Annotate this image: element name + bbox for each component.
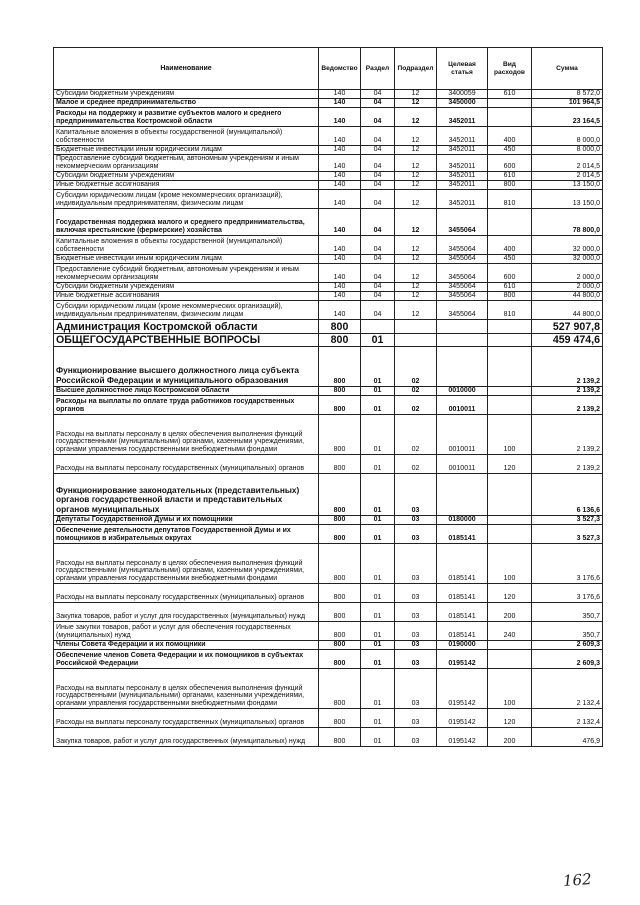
row-department-cell: 140 [319,155,361,172]
row-expense-type-cell: 810 [488,190,532,209]
row-expense-type-cell [488,516,532,525]
row-name-cell: Капитальные вложения в объекты государственной (муниципальной) собственности [54,127,319,146]
row-department-cell: 140 [319,283,361,292]
row-target-article-cell: 3452011 [437,190,488,209]
table-row [54,584,603,603]
row-sum-cell: 78 800,0 [532,209,603,236]
row-expense-type-cell: 400 [488,236,532,255]
row-expense-type-cell: 400 [488,127,532,146]
row-sum-cell: 6 136,6 [532,474,603,516]
row-expense-type-cell: 120 [488,709,532,728]
row-sum-cell: 2 014,5 [532,172,603,181]
row-sum-cell: 2 014,5 [532,155,603,172]
row-sum-cell: 2 139,2 [532,455,603,474]
row-subsection-cell: 03 [395,516,437,525]
row-department-cell: 140 [319,301,361,320]
row-subsection-cell: 12 [395,146,437,155]
table-row [54,127,603,146]
row-section-cell: 01 [361,347,395,387]
row-expense-type-cell: 200 [488,728,532,747]
header-department: Ведомство [319,48,361,90]
row-target-article-cell: 0195142 [437,728,488,747]
table-row [54,172,603,181]
row-department-cell: 800 [319,709,361,728]
budget-table [53,47,603,747]
row-target-article-cell: 0185141 [437,622,488,641]
row-name-cell: Расходы на выплаты персоналу в целях обеспечения выполнения функций государственными (муниципальными) органами, казенными учреждениями, органами управления государственными внебюджетными фондами [54,669,319,709]
row-department-cell: 800 [319,525,361,544]
row-department-cell: 800 [319,603,361,622]
table-row [54,525,603,544]
row-sum-cell: 101 964,5 [532,99,603,108]
row-expense-type-cell [488,396,532,415]
row-name-cell: Бюджетные инвестиции иным юридическим лицам [54,146,319,155]
row-expense-type-cell: 450 [488,146,532,155]
row-name-cell: Предоставление субсидий бюджетным, автономным учреждениям и иным некоммерческим организациям [54,264,319,283]
table-row [54,474,603,516]
row-name-cell: Расходы на выплаты персоналу государственных (муниципальных) органов [54,709,319,728]
row-target-article-cell: 3455064 [437,255,488,264]
table-row [54,283,603,292]
row-section-cell: 04 [361,146,395,155]
row-subsection-cell: 02 [395,455,437,474]
row-target-article-cell: 0195142 [437,669,488,709]
row-department-cell: 800 [319,396,361,415]
row-sum-cell: 3 527,3 [532,525,603,544]
row-target-article-cell: 3455064 [437,283,488,292]
row-section-cell: 04 [361,292,395,301]
row-target-article-cell [437,334,488,347]
table-row [54,669,603,709]
table-row [54,603,603,622]
row-expense-type-cell [488,108,532,127]
row-expense-type-cell [488,334,532,347]
table-row [54,455,603,474]
row-subsection-cell: 03 [395,622,437,641]
table-row [54,544,603,584]
table-row [54,255,603,264]
row-department-cell: 800 [319,669,361,709]
row-name-cell: Расходы на выплаты персоналу в целях обеспечения выполнения функций государственными (муниципальными) органами, казенными учреждениями, органами управления государственными внебюджетными фондами [54,544,319,584]
table-row [54,387,603,396]
row-section-cell: 04 [361,127,395,146]
row-section-cell: 01 [361,334,395,347]
row-department-cell: 140 [319,190,361,209]
row-section-cell: 01 [361,622,395,641]
row-department-cell: 140 [319,90,361,99]
table-row [54,728,603,747]
row-department-cell: 140 [319,172,361,181]
table-row [54,650,603,669]
row-expense-type-cell [488,641,532,650]
row-section-cell: 01 [361,544,395,584]
row-target-article-cell: 0010000 [437,387,488,396]
row-expense-type-cell [488,650,532,669]
row-section-cell: 01 [361,387,395,396]
row-department-cell: 800 [319,516,361,525]
row-name-cell: Расходы на выплаты персоналу в целях обеспечения выполнения функций государственными (муниципальными) органами, казенными учреждениями, органами управления государственными внебюджетными фондами [54,415,319,455]
row-target-article-cell: 3452011 [437,127,488,146]
row-section-cell: 04 [361,155,395,172]
table-row [54,190,603,209]
row-expense-type-cell: 100 [488,669,532,709]
row-expense-type-cell: 100 [488,544,532,584]
row-expense-type-cell: 610 [488,90,532,99]
row-subsection-cell: 12 [395,255,437,264]
row-subsection-cell: 02 [395,387,437,396]
row-subsection-cell: 02 [395,347,437,387]
table-row [54,264,603,283]
table-row [54,155,603,172]
row-department-cell: 800 [319,584,361,603]
row-target-article-cell: 0010011 [437,396,488,415]
row-sum-cell: 44 800,0 [532,301,603,320]
row-expense-type-cell: 810 [488,301,532,320]
row-expense-type-cell [488,209,532,236]
row-section-cell: 04 [361,172,395,181]
row-department-cell: 140 [319,108,361,127]
row-section-cell: 04 [361,99,395,108]
table-row [54,334,603,347]
row-name-cell: Расходы на выплаты персоналу государственных (муниципальных) органов [54,455,319,474]
row-section-cell: 04 [361,255,395,264]
row-sum-cell: 3 527,3 [532,516,603,525]
row-sum-cell: 2 139,2 [532,387,603,396]
row-target-article-cell: 0190000 [437,641,488,650]
row-expense-type-cell: 450 [488,255,532,264]
row-sum-cell: 32 000,0 [532,255,603,264]
row-name-cell: Члены Совета Федерации и их помощники [54,641,319,650]
row-expense-type-cell [488,474,532,516]
row-target-article-cell: 0010011 [437,415,488,455]
table-row [54,292,603,301]
row-subsection-cell: 12 [395,99,437,108]
table-header-row [54,48,603,90]
row-sum-cell: 23 164,5 [532,108,603,127]
table-row [54,236,603,255]
table-row [54,396,603,415]
row-name-cell: Бюджетные инвестиции иным юридическим лицам [54,255,319,264]
table-row [54,320,603,334]
row-section-cell: 01 [361,584,395,603]
row-target-article-cell: 3452011 [437,172,488,181]
row-subsection-cell: 12 [395,264,437,283]
row-target-article-cell: 0185141 [437,525,488,544]
row-sum-cell: 350,7 [532,622,603,641]
row-subsection-cell: 12 [395,209,437,236]
table-row [54,146,603,155]
row-department-cell: 800 [319,387,361,396]
row-target-article-cell [437,347,488,387]
row-target-article-cell: 0195142 [437,709,488,728]
row-name-cell: Капитальные вложения в объекты государственной (муниципальной) собственности [54,236,319,255]
table-row [54,181,603,190]
page-number: 162 [562,870,593,890]
row-section-cell: 04 [361,90,395,99]
row-name-cell: Субсидии юридическим лицам (кроме некоммерческих организаций), индивидуальным предпринимателям, физическим лицам [54,190,319,209]
row-name-cell: Предоставление субсидий бюджетным, автономным учреждениям и иным некоммерческим организациям [54,155,319,172]
row-name-cell: Иные бюджетные ассигнования [54,292,319,301]
row-sum-cell: 2 139,2 [532,347,603,387]
row-section-cell: 01 [361,650,395,669]
header-name: Наименование [54,48,319,90]
row-target-article-cell: 3452011 [437,108,488,127]
row-sum-cell: 2 609,3 [532,641,603,650]
row-target-article-cell: 3455064 [437,264,488,283]
row-section-cell: 01 [361,474,395,516]
row-sum-cell: 8 000,0 [532,146,603,155]
row-department-cell: 800 [319,474,361,516]
row-subsection-cell: 03 [395,525,437,544]
row-subsection-cell: 03 [395,603,437,622]
row-sum-cell: 459 474,6 [532,334,603,347]
row-sum-cell: 3 176,6 [532,584,603,603]
row-name-cell: Расходы на выплаты по оплате труда работников государственных органов [54,396,319,415]
row-name-cell: Субсидии юридическим лицам (кроме некоммерческих организаций), индивидуальным предпринимателям, физическим лицам [54,301,319,320]
row-subsection-cell [395,334,437,347]
row-subsection-cell: 03 [395,669,437,709]
row-section-cell: 04 [361,264,395,283]
row-section-cell: 04 [361,181,395,190]
table-row [54,516,603,525]
row-target-article-cell: 0195142 [437,650,488,669]
row-target-article-cell: 3455064 [437,301,488,320]
row-section-cell: 04 [361,236,395,255]
row-sum-cell: 2 609,3 [532,650,603,669]
row-section-cell: 04 [361,108,395,127]
row-section-cell: 01 [361,455,395,474]
row-target-article-cell: 3452011 [437,181,488,190]
row-section-cell: 04 [361,283,395,292]
row-section-cell: 01 [361,415,395,455]
row-subsection-cell: 12 [395,190,437,209]
row-name-cell: Функционирование законодательных (представительных) органов государственной власти и представительных органов муниципальных [54,474,319,516]
row-sum-cell: 527 907,8 [532,320,603,334]
row-expense-type-cell: 600 [488,264,532,283]
row-subsection-cell: 12 [395,283,437,292]
row-expense-type-cell [488,387,532,396]
row-expense-type-cell: 600 [488,155,532,172]
row-name-cell: Депутаты Государственной Думы и их помощники [54,516,319,525]
table-row [54,90,603,99]
row-sum-cell: 2 000,0 [532,264,603,283]
row-department-cell: 140 [319,99,361,108]
row-name-cell: Расходы на выплаты персоналу государственных (муниципальных) органов [54,584,319,603]
row-sum-cell: 32 000,0 [532,236,603,255]
header-subsection: Подраздел [395,48,437,90]
header-sum: Сумма [532,48,603,90]
row-name-cell: Иные закупки товаров, работ и услуг для обеспечения государственных (муниципальных) нужд [54,622,319,641]
row-target-article-cell: 0180000 [437,516,488,525]
row-name-cell: Высшее должностное лицо Костромской области [54,387,319,396]
row-department-cell: 800 [319,334,361,347]
table-row [54,347,603,387]
row-target-article-cell [437,474,488,516]
header-expense-type: Вид расходов [488,48,532,90]
row-department-cell: 140 [319,255,361,264]
row-expense-type-cell: 240 [488,622,532,641]
row-section-cell: 04 [361,301,395,320]
row-subsection-cell: 03 [395,544,437,584]
row-department-cell: 800 [319,728,361,747]
row-subsection-cell: 03 [395,728,437,747]
row-expense-type-cell [488,525,532,544]
row-sum-cell: 350,7 [532,603,603,622]
row-expense-type-cell: 610 [488,172,532,181]
row-section-cell: 01 [361,669,395,709]
row-name-cell: Закупка товаров, работ и услуг для государственных (муниципальных) нужд [54,603,319,622]
row-sum-cell: 13 150,0 [532,181,603,190]
header-target-article: Целевая статья [437,48,488,90]
row-department-cell: 140 [319,209,361,236]
row-name-cell: Государственная поддержка малого и среднего предпринимательства, включая крестьянские (фермерские) хозяйства [54,209,319,236]
row-section-cell: 01 [361,516,395,525]
row-name-cell: Обеспечение членов Совета Федерации и их помощников в субъектах Российской Федерации [54,650,319,669]
row-department-cell: 800 [319,455,361,474]
row-subsection-cell: 03 [395,709,437,728]
table-row [54,622,603,641]
row-sum-cell: 13 150,0 [532,190,603,209]
row-department-cell: 800 [319,650,361,669]
row-section-cell: 04 [361,209,395,236]
table-row [54,709,603,728]
row-target-article-cell: 3400059 [437,90,488,99]
row-department-cell: 800 [319,320,361,334]
row-subsection-cell: 03 [395,641,437,650]
row-section-cell: 01 [361,709,395,728]
row-target-article-cell: 3455064 [437,236,488,255]
table-row [54,108,603,127]
header-section: Раздел [361,48,395,90]
row-expense-type-cell: 120 [488,584,532,603]
row-name-cell: Обеспечение деятельности депутатов Государственной Думы и их помощников в избирательных округах [54,525,319,544]
row-department-cell: 800 [319,622,361,641]
row-department-cell: 140 [319,264,361,283]
row-expense-type-cell: 800 [488,181,532,190]
row-sum-cell: 8 000,0 [532,127,603,146]
row-name-cell: Функционирование высшего должностного лица субъекта Российской Федерации и муниципального образования [54,347,319,387]
row-target-article-cell: 3450000 [437,99,488,108]
row-subsection-cell: 12 [395,172,437,181]
row-expense-type-cell: 100 [488,415,532,455]
table-row [54,415,603,455]
row-name-cell: Расходы на поддержку и развитие субъектов малого и среднего предпринимательства Костромской области [54,108,319,127]
row-department-cell: 140 [319,292,361,301]
row-department-cell: 140 [319,127,361,146]
row-section-cell: 01 [361,728,395,747]
row-sum-cell: 44 800,0 [532,292,603,301]
row-subsection-cell: 12 [395,181,437,190]
row-expense-type-cell: 200 [488,603,532,622]
table-row [54,301,603,320]
row-subsection-cell: 12 [395,301,437,320]
row-expense-type-cell: 610 [488,283,532,292]
row-name-cell: Малое и среднее предпринимательство [54,99,319,108]
row-department-cell: 140 [319,236,361,255]
row-name-cell: Субсидии бюджетным учреждениям [54,90,319,99]
row-subsection-cell [395,320,437,334]
row-section-cell: 04 [361,190,395,209]
row-name-cell: Закупка товаров, работ и услуг для государственных (муниципальных) нужд [54,728,319,747]
row-target-article-cell: 3455064 [437,292,488,301]
row-subsection-cell: 12 [395,292,437,301]
row-department-cell: 800 [319,641,361,650]
row-target-article-cell [437,320,488,334]
table-body [54,90,603,747]
row-department-cell: 140 [319,146,361,155]
row-sum-cell: 2 139,2 [532,396,603,415]
row-target-article-cell: 3452011 [437,155,488,172]
row-subsection-cell: 03 [395,650,437,669]
row-target-article-cell: 3452011 [437,146,488,155]
row-expense-type-cell [488,320,532,334]
table-row [54,99,603,108]
row-section-cell: 01 [361,396,395,415]
row-subsection-cell: 12 [395,108,437,127]
row-department-cell: 800 [319,347,361,387]
row-expense-type-cell: 120 [488,455,532,474]
row-subsection-cell: 12 [395,236,437,255]
row-name-cell: Субсидии бюджетным учреждениям [54,283,319,292]
row-sum-cell: 2 139,2 [532,415,603,455]
table-row [54,641,603,650]
row-sum-cell: 2 132,4 [532,669,603,709]
row-target-article-cell: 3455064 [437,209,488,236]
row-department-cell: 800 [319,415,361,455]
row-expense-type-cell [488,347,532,387]
row-name-cell: ОБЩЕГОСУДАРСТВЕННЫЕ ВОПРОСЫ [54,334,319,347]
row-name-cell: Субсидии бюджетным учреждениям [54,172,319,181]
row-section-cell: 01 [361,525,395,544]
row-subsection-cell: 03 [395,474,437,516]
row-sum-cell: 3 176,6 [532,544,603,584]
row-expense-type-cell: 800 [488,292,532,301]
row-target-article-cell: 0185141 [437,544,488,584]
row-section-cell: 01 [361,641,395,650]
row-subsection-cell: 12 [395,90,437,99]
row-target-article-cell: 0010011 [437,455,488,474]
row-section-cell [361,320,395,334]
row-subsection-cell: 12 [395,127,437,146]
row-subsection-cell: 02 [395,396,437,415]
row-name-cell: Иные бюджетные ассигнования [54,181,319,190]
row-target-article-cell: 0185141 [437,584,488,603]
row-section-cell: 01 [361,603,395,622]
row-sum-cell: 2 132,4 [532,709,603,728]
row-subsection-cell: 02 [395,415,437,455]
row-sum-cell: 476,9 [532,728,603,747]
row-subsection-cell: 12 [395,155,437,172]
row-department-cell: 140 [319,181,361,190]
table-row [54,209,603,236]
row-target-article-cell: 0185141 [437,603,488,622]
row-expense-type-cell [488,99,532,108]
row-subsection-cell: 03 [395,584,437,603]
row-sum-cell: 8 572,0 [532,90,603,99]
row-name-cell: Администрация Костромской области [54,320,319,334]
row-sum-cell: 2 000,0 [532,283,603,292]
row-department-cell: 800 [319,544,361,584]
